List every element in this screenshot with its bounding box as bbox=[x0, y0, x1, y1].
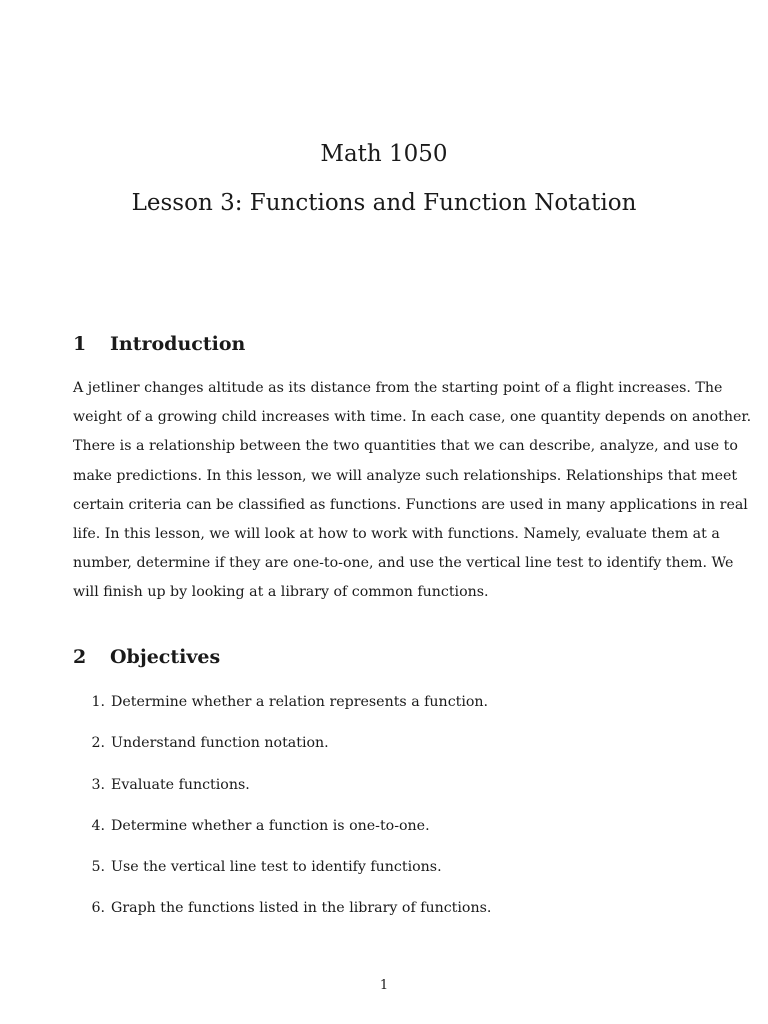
paragraph-line: make predictions. In this lesson, we will analyze such relationships. Relationships that meet bbox=[73, 467, 738, 484]
paragraph-line: certain criteria can be classified as functions. Functions are used in many applications in real bbox=[73, 496, 748, 513]
list-item bbox=[73, 729, 695, 770]
list-item-index: 5. bbox=[91, 859, 105, 876]
paragraph-line: weight of a growing child increases with time. In each case, one quantity depends on another. bbox=[73, 409, 752, 426]
list-item-text: Evaluate functions. bbox=[111, 776, 250, 793]
list-item-text: Determine whether a function is one-to-one. bbox=[111, 817, 430, 834]
introduction-paragraph bbox=[73, 374, 752, 608]
paragraph-line: There is a relationship between the two quantities that we can describe, analyze, and use to bbox=[73, 438, 738, 455]
paragraph-line: will finish up by looking at a library of common functions. bbox=[73, 584, 489, 601]
list-item-index: 4. bbox=[91, 817, 105, 834]
page-number: 1 bbox=[379, 978, 389, 993]
list-item bbox=[73, 894, 695, 935]
paragraph-line: number, determine if they are one-to-one, and use the vertical line test to identify them. We bbox=[73, 555, 734, 572]
section-number: 2 bbox=[73, 646, 87, 668]
section-title: Introduction bbox=[110, 333, 246, 355]
list-item bbox=[73, 853, 695, 894]
list-item-index: 3. bbox=[91, 776, 105, 793]
section-title: Objectives bbox=[110, 646, 221, 668]
list-item-index: 2. bbox=[91, 735, 105, 752]
section-number: 1 bbox=[73, 333, 87, 355]
list-item-text: Determine whether a relation represents a function. bbox=[111, 694, 489, 710]
list-item-index: 1. bbox=[91, 694, 105, 710]
section-heading-introduction bbox=[73, 332, 245, 356]
document-subtitle: Lesson 3: Functions and Function Notation bbox=[131, 190, 637, 216]
objectives-list bbox=[73, 688, 695, 936]
section-heading-objectives bbox=[73, 645, 220, 669]
list-item-index: 6. bbox=[91, 900, 105, 917]
list-item bbox=[73, 688, 695, 729]
list-item bbox=[73, 771, 695, 812]
document-title: Math 1050 bbox=[320, 141, 448, 167]
list-item-text: Understand function notation. bbox=[111, 735, 329, 752]
paragraph-line: A jetliner changes altitude as its distance from the starting point of a flight increases. The bbox=[73, 380, 723, 396]
list-item bbox=[73, 812, 695, 853]
paragraph-line: life. In this lesson, we will look at how to work with functions. Namely, evaluate them at a bbox=[73, 525, 720, 542]
list-item-text: Graph the functions listed in the library of functions. bbox=[111, 900, 492, 917]
list-item-text: Use the vertical line test to identify functions. bbox=[111, 859, 442, 876]
